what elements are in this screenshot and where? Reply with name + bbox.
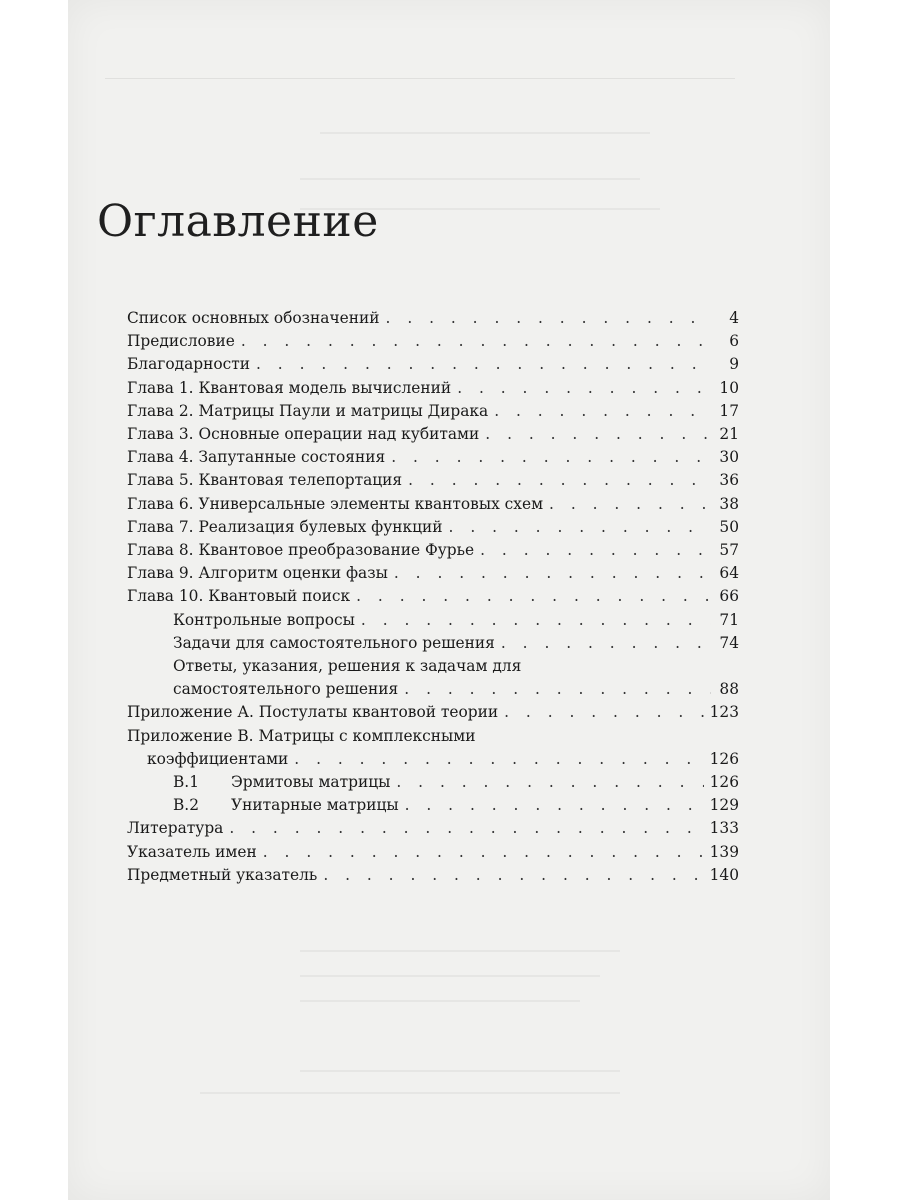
toc-entry-page: 133: [709, 819, 739, 838]
toc-entry-label: Глава 3. Основные операции над кубитами: [127, 425, 480, 444]
toc-entry-page: 57: [719, 541, 739, 560]
toc-entry[interactable]: [127, 562, 739, 585]
leader-dots: [386, 307, 711, 330]
leader-dots: [485, 423, 711, 446]
leader-dots: [504, 701, 703, 724]
toc-entry-label: Глава 10. Квантовый поиск: [127, 587, 351, 606]
toc-entry-label: Эрмитовы матрицы: [231, 773, 391, 792]
toc-entry-page: 88: [719, 680, 739, 699]
toc-entry-page: 17: [719, 401, 739, 420]
toc-entry[interactable]: [127, 330, 739, 353]
toc-entry-page: 30: [719, 448, 739, 467]
toc-entry-page: 4: [729, 309, 739, 327]
section-number: B.2: [173, 796, 199, 815]
toc-entry[interactable]: [127, 307, 739, 330]
toc-entry[interactable]: [127, 841, 739, 864]
leader-dots: [405, 794, 704, 817]
toc-section[interactable]: [127, 771, 739, 794]
toc-subentry[interactable]: [127, 609, 739, 632]
leader-dots: [549, 493, 711, 516]
toc-entry-page: 123: [709, 703, 739, 722]
toc-entry[interactable]: [127, 539, 739, 562]
toc-entry[interactable]: [127, 423, 739, 446]
toc-entry-page: 50: [719, 517, 739, 536]
toc-entry-label: Глава 8. Квантовое преобразование Фурье: [127, 541, 475, 560]
leader-dots: [356, 585, 711, 608]
leader-dots: [391, 446, 711, 469]
toc-entry-label: Унитарные матрицы: [231, 796, 399, 815]
toc-entry-page: 10: [719, 378, 739, 397]
leader-dots: [361, 609, 711, 632]
toc-entry-page: 129: [709, 796, 739, 815]
bleed-through-line: [200, 1092, 620, 1094]
toc-entry-appendix-a[interactable]: [127, 701, 739, 724]
bleed-through-line: [300, 1000, 580, 1002]
toc-entry-label: Приложение А. Постулаты квантовой теории: [127, 703, 499, 722]
toc-entry-label: Глава 1. Квантовая модель вычислений: [127, 378, 452, 397]
leader-dots: [323, 864, 703, 887]
toc-entry-label: Задачи для самостоятельного решения: [173, 633, 495, 652]
bleed-through-line: [300, 178, 640, 180]
toc-entry-page: 126: [709, 749, 739, 768]
toc-entry-page: 9: [729, 355, 739, 374]
toc-section[interactable]: [127, 794, 739, 817]
bleed-through-line: [300, 950, 620, 952]
toc-entry-label: коэффициентами: [147, 749, 289, 768]
toc-entry-page: 71: [719, 610, 739, 629]
toc-entry[interactable]: [127, 446, 739, 469]
toc-entry-label: Глава 6. Универсальные элементы квантовых схем: [127, 494, 544, 513]
toc-entry-label: Предисловие: [127, 332, 235, 351]
toc-entry-page: 6: [729, 332, 739, 351]
leader-dots: [480, 539, 711, 562]
toc-entry-page: 140: [709, 865, 739, 884]
bleed-through-line: [300, 1070, 620, 1072]
toc-entry-label: самостоятельного решения: [173, 680, 399, 699]
leader-dots: [494, 400, 711, 423]
toc-entry[interactable]: [127, 353, 739, 376]
toc-entry-page: 38: [719, 494, 739, 513]
toc-entry[interactable]: [127, 469, 739, 492]
leader-dots: [457, 377, 711, 400]
bleed-through-line: [300, 975, 600, 977]
toc-entry-label: Глава 2. Матрицы Паули и матрицы Дирака: [127, 401, 489, 420]
toc-entry-label: Глава 5. Квантовая телепортация: [127, 471, 403, 490]
toc-entry-label: Ответы, указания, решения к задачам для: [173, 657, 522, 676]
toc-entry-label: Приложение В. Матрицы с комплексными: [127, 726, 476, 745]
toc-entry-page: 21: [719, 425, 739, 444]
leader-dots: [294, 748, 703, 771]
toc-entry-label: Глава 9. Алгоритм оценки фазы: [127, 564, 388, 583]
toc-entry-appendix-b-line1[interactable]: [127, 725, 739, 748]
toc-entry-page: 139: [709, 842, 739, 861]
leader-dots: [394, 562, 711, 585]
toc-subentry[interactable]: [127, 632, 739, 655]
toc-entry[interactable]: [127, 493, 739, 516]
toc-entry[interactable]: [127, 864, 739, 887]
toc-entry[interactable]: [127, 585, 739, 608]
section-number: B.1: [173, 773, 199, 792]
bleed-through-line: [320, 132, 650, 134]
leader-dots: [241, 330, 711, 353]
toc-entry-label: Список основных обозначений: [127, 309, 380, 327]
leader-dots: [229, 817, 703, 840]
toc-subentry-answers[interactable]: [127, 678, 739, 701]
toc-entry-appendix-b[interactable]: [127, 748, 739, 771]
leader-dots: [396, 771, 703, 794]
toc-entry[interactable]: [127, 400, 739, 423]
table-of-contents: [127, 307, 739, 887]
toc-entry-page: 36: [719, 471, 739, 490]
leader-dots: [263, 841, 704, 864]
toc-entry-label: Контрольные вопросы: [173, 610, 355, 629]
toc-entry-page: 126: [709, 773, 739, 792]
leader-dots: [501, 632, 711, 655]
toc-entry-label: Глава 7. Реализация булевых функций: [127, 517, 443, 536]
toc-entry-page: 66: [719, 587, 739, 606]
toc-entry-label: Предметный указатель: [127, 865, 318, 884]
toc-entry-label: Указатель имен: [127, 842, 257, 861]
leader-dots: [256, 353, 711, 376]
toc-entry[interactable]: [127, 817, 739, 840]
leader-dots: [404, 678, 711, 701]
toc-entry-label: Глава 4. Запутанные состояния: [127, 448, 386, 467]
toc-entry-page: 74: [719, 633, 739, 652]
bleed-through-header: [105, 56, 735, 79]
leader-dots: [408, 469, 711, 492]
toc-entry[interactable]: [127, 516, 739, 539]
toc-entry[interactable]: [127, 377, 739, 400]
toc-entry-label: Благодарности: [127, 355, 251, 374]
page-title: Оглавление: [97, 196, 379, 247]
toc-entry-label: Литература: [127, 819, 224, 838]
leader-dots: [449, 516, 711, 539]
toc-subentry-answers-line1[interactable]: [127, 655, 739, 678]
toc-entry-page: 64: [719, 564, 739, 583]
